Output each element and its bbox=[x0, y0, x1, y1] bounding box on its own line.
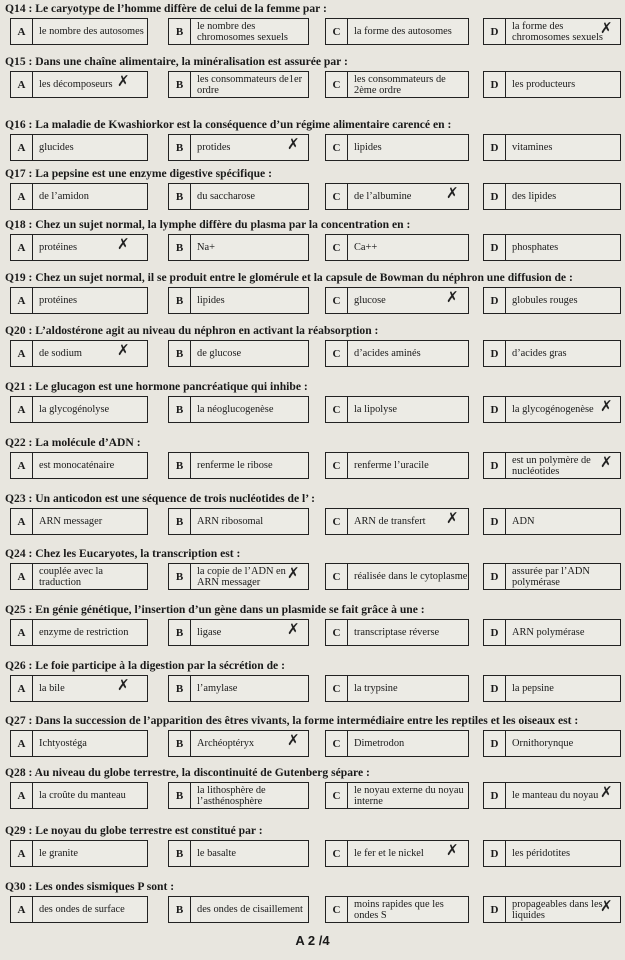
option-text: les consommateurs de1er ordre bbox=[197, 73, 303, 96]
option-text: la néoglucogenèse bbox=[197, 404, 274, 415]
option-text: glucides bbox=[39, 142, 74, 153]
cross-mark-icon: ✗ bbox=[117, 341, 130, 359]
option-b[interactable] bbox=[168, 675, 309, 702]
option-text: transcriptase réverse bbox=[354, 627, 440, 638]
cross-mark-icon: ✗ bbox=[446, 509, 459, 527]
option-text: protéines bbox=[39, 242, 78, 253]
option-letter: D bbox=[484, 676, 506, 701]
option-letter: C bbox=[326, 731, 348, 756]
cross-mark-icon: ✗ bbox=[600, 453, 613, 471]
option-letter: D bbox=[484, 509, 506, 534]
cross-mark-icon: ✗ bbox=[446, 841, 459, 859]
cross-mark-icon: ✗ bbox=[287, 731, 300, 749]
question-title: Q15 : Dans une chaîne alimentaire, la minéralisation est assurée par : bbox=[5, 55, 348, 68]
option-d[interactable] bbox=[483, 896, 621, 923]
question bbox=[5, 603, 620, 659]
option-b[interactable] bbox=[168, 452, 309, 479]
option-letter: C bbox=[326, 509, 348, 534]
cross-mark-icon: ✗ bbox=[600, 897, 613, 915]
option-letter: D bbox=[484, 897, 506, 922]
question-title: Q26 : Le foie participe à la digestion par la sécrétion de : bbox=[5, 659, 285, 672]
option-text: vitamines bbox=[512, 142, 553, 153]
question bbox=[5, 880, 620, 936]
option-text: globules rouges bbox=[512, 295, 578, 306]
option-d[interactable] bbox=[483, 18, 621, 45]
option-text: la lithosphère de l’asthénosphère bbox=[197, 784, 266, 807]
option-b[interactable] bbox=[168, 730, 309, 757]
option-c[interactable] bbox=[325, 563, 469, 590]
option-text: Ca++ bbox=[354, 242, 378, 253]
question bbox=[5, 714, 620, 770]
option-text: ARN messager bbox=[39, 516, 103, 527]
option-text: des ondes de cisaillement bbox=[197, 904, 303, 915]
option-c[interactable] bbox=[325, 234, 469, 261]
option-c[interactable] bbox=[325, 340, 469, 367]
option-letter: D bbox=[484, 235, 506, 260]
option-text: est monocaténaire bbox=[39, 460, 115, 471]
option-letter: B bbox=[169, 841, 191, 866]
option-text: le fer et le nickel bbox=[354, 848, 424, 859]
option-text: des ondes de surface bbox=[39, 904, 125, 915]
option-text: la bile bbox=[39, 683, 65, 694]
option-c[interactable] bbox=[325, 840, 469, 867]
question bbox=[5, 766, 620, 822]
question bbox=[5, 2, 620, 58]
option-text: d’acides gras bbox=[512, 348, 567, 359]
option-a[interactable] bbox=[10, 840, 148, 867]
option-letter: D bbox=[484, 783, 506, 808]
option-text: ADN bbox=[512, 516, 535, 527]
question bbox=[5, 118, 620, 174]
option-letter: A bbox=[11, 731, 33, 756]
option-letter: B bbox=[169, 184, 191, 209]
cross-mark-icon: ✗ bbox=[287, 135, 300, 153]
option-text: la copie de l’ADN en ARN messager bbox=[197, 565, 286, 588]
option-letter: A bbox=[11, 341, 33, 366]
option-text: le basalte bbox=[197, 848, 236, 859]
option-letter: C bbox=[326, 288, 348, 313]
option-text: moins rapides que les ondes S bbox=[354, 898, 444, 921]
option-letter: A bbox=[11, 620, 33, 645]
option-letter: B bbox=[169, 897, 191, 922]
option-a[interactable] bbox=[10, 675, 148, 702]
option-text: Archéoptéryx bbox=[197, 738, 255, 749]
option-text: d’acides aminés bbox=[354, 348, 421, 359]
option-b[interactable] bbox=[168, 234, 309, 261]
option-b[interactable] bbox=[168, 71, 309, 98]
option-text: la lipolyse bbox=[354, 404, 397, 415]
option-letter: B bbox=[169, 620, 191, 645]
option-text: Dimetrodon bbox=[354, 738, 405, 749]
option-text: ARN polymérase bbox=[512, 627, 585, 638]
option-a[interactable] bbox=[10, 134, 148, 161]
option-text: la glycogénolyse bbox=[39, 404, 110, 415]
option-a[interactable] bbox=[10, 340, 148, 367]
cross-mark-icon: ✗ bbox=[287, 620, 300, 638]
option-letter: B bbox=[169, 564, 191, 589]
option-letter: B bbox=[169, 235, 191, 260]
option-d[interactable] bbox=[483, 183, 621, 210]
option-c[interactable] bbox=[325, 675, 469, 702]
question bbox=[5, 218, 620, 274]
option-text: propageables dans les liquides bbox=[512, 898, 603, 921]
option-text: les producteurs bbox=[512, 79, 576, 90]
option-a[interactable] bbox=[10, 234, 148, 261]
option-a[interactable] bbox=[10, 563, 148, 590]
cross-mark-icon: ✗ bbox=[600, 783, 613, 801]
option-d[interactable] bbox=[483, 675, 621, 702]
option-text: la pepsine bbox=[512, 683, 554, 694]
question-title: Q24 : Chez les Eucaryotes, la transcription est : bbox=[5, 547, 241, 560]
option-text: la trypsine bbox=[354, 683, 398, 694]
option-text: de glucose bbox=[197, 348, 242, 359]
option-text: de l’albumine bbox=[354, 191, 412, 202]
option-letter: B bbox=[169, 397, 191, 422]
option-d[interactable] bbox=[483, 563, 621, 590]
option-letter: C bbox=[326, 676, 348, 701]
option-c[interactable] bbox=[325, 134, 469, 161]
option-text: couplée avec la traduction bbox=[39, 565, 104, 588]
option-letter: B bbox=[169, 341, 191, 366]
option-b[interactable] bbox=[168, 396, 309, 423]
option-letter: A bbox=[11, 397, 33, 422]
option-b[interactable] bbox=[168, 840, 309, 867]
option-text: renferme l’uracile bbox=[354, 460, 429, 471]
option-b[interactable] bbox=[168, 563, 309, 590]
question bbox=[5, 824, 620, 880]
option-c[interactable] bbox=[325, 452, 469, 479]
option-letter: B bbox=[169, 731, 191, 756]
option-letter: C bbox=[326, 897, 348, 922]
option-text: phosphates bbox=[512, 242, 559, 253]
option-a[interactable] bbox=[10, 452, 148, 479]
option-letter: D bbox=[484, 620, 506, 645]
option-text: de l’amidon bbox=[39, 191, 89, 202]
option-letter: C bbox=[326, 783, 348, 808]
option-text: protéines bbox=[39, 295, 78, 306]
option-a[interactable] bbox=[10, 508, 148, 535]
option-a[interactable] bbox=[10, 396, 148, 423]
option-b[interactable] bbox=[168, 183, 309, 210]
option-c[interactable] bbox=[325, 730, 469, 757]
option-letter: B bbox=[169, 783, 191, 808]
page-number: A 2 /4 bbox=[295, 933, 330, 948]
option-a[interactable] bbox=[10, 183, 148, 210]
option-letter: D bbox=[484, 19, 506, 44]
option-d[interactable] bbox=[483, 71, 621, 98]
option-text: renferme le ribose bbox=[197, 460, 273, 471]
option-letter: B bbox=[169, 288, 191, 313]
option-letter: B bbox=[169, 19, 191, 44]
option-letter: C bbox=[326, 19, 348, 44]
question bbox=[5, 547, 620, 603]
option-b[interactable] bbox=[168, 619, 309, 646]
option-c[interactable] bbox=[325, 183, 469, 210]
option-d[interactable] bbox=[483, 134, 621, 161]
option-letter: B bbox=[169, 453, 191, 478]
option-letter: A bbox=[11, 135, 33, 160]
cross-mark-icon: ✗ bbox=[600, 397, 613, 415]
option-a[interactable] bbox=[10, 18, 148, 45]
question-title: Q16 : La maladie de Kwashiorkor est la conséquence d’un régime alimentaire carencé en : bbox=[5, 118, 452, 131]
option-letter: A bbox=[11, 184, 33, 209]
option-text: Ichtyostéga bbox=[39, 738, 87, 749]
option-d[interactable] bbox=[483, 234, 621, 261]
option-text: les décomposeurs bbox=[39, 79, 113, 90]
question-title: Q23 : Un anticodon est une séquence de trois nucléotides de l’ : bbox=[5, 492, 316, 505]
option-c[interactable] bbox=[325, 71, 469, 98]
cross-mark-icon: ✗ bbox=[117, 72, 130, 90]
question bbox=[5, 271, 620, 327]
option-text: des lipides bbox=[512, 191, 557, 202]
option-letter: C bbox=[326, 135, 348, 160]
option-c[interactable] bbox=[325, 287, 469, 314]
question-title: Q22 : La molécule d’ADN : bbox=[5, 436, 141, 449]
option-d[interactable] bbox=[483, 452, 621, 479]
cross-mark-icon: ✗ bbox=[446, 288, 459, 306]
option-b[interactable] bbox=[168, 287, 309, 314]
question-title: Q19 : Chez un sujet normal, il se produit entre le glomérule et la capsule de Bowman du néphron une diffusion de : bbox=[5, 271, 573, 284]
option-letter: A bbox=[11, 564, 33, 589]
cross-mark-icon: ✗ bbox=[117, 235, 130, 253]
option-letter: C bbox=[326, 397, 348, 422]
question bbox=[5, 167, 620, 223]
option-letter: C bbox=[326, 341, 348, 366]
option-text: les péridotites bbox=[512, 848, 571, 859]
option-letter: C bbox=[326, 620, 348, 645]
option-text: lipides bbox=[354, 142, 382, 153]
option-letter: C bbox=[326, 72, 348, 97]
option-a[interactable] bbox=[10, 896, 148, 923]
option-b[interactable] bbox=[168, 18, 309, 45]
option-letter: B bbox=[169, 676, 191, 701]
option-text: le nombre des chromosomes sexuels bbox=[197, 20, 288, 43]
option-c[interactable] bbox=[325, 18, 469, 45]
option-letter: A bbox=[11, 235, 33, 260]
cross-mark-icon: ✗ bbox=[600, 19, 613, 37]
option-text: le noyau externe du noyau interne bbox=[354, 784, 464, 807]
question-title: Q27 : Dans la succession de l’apparition des êtres vivants, la forme intermédiaire entre les reptiles et les oiseaux est : bbox=[5, 714, 579, 727]
option-text: réalisée dans le cytoplasme bbox=[354, 571, 468, 582]
option-d[interactable] bbox=[483, 619, 621, 646]
option-letter: D bbox=[484, 72, 506, 97]
option-letter: D bbox=[484, 841, 506, 866]
option-letter: B bbox=[169, 72, 191, 97]
option-text: protides bbox=[197, 142, 231, 153]
option-text: Na+ bbox=[197, 242, 215, 253]
option-letter: A bbox=[11, 453, 33, 478]
option-text: le nombre des autosomes bbox=[39, 26, 144, 37]
option-letter: A bbox=[11, 72, 33, 97]
option-letter: D bbox=[484, 341, 506, 366]
option-letter: A bbox=[11, 676, 33, 701]
option-d[interactable] bbox=[483, 287, 621, 314]
option-a[interactable] bbox=[10, 782, 148, 809]
option-c[interactable] bbox=[325, 896, 469, 923]
option-d[interactable] bbox=[483, 508, 621, 535]
option-text: de sodium bbox=[39, 348, 83, 359]
option-b[interactable] bbox=[168, 896, 309, 923]
option-c[interactable] bbox=[325, 782, 469, 809]
question-title: Q17 : La pepsine est une enzyme digestive spécifique : bbox=[5, 167, 272, 180]
option-text: les consommateurs de 2ème ordre bbox=[354, 73, 446, 96]
option-b[interactable] bbox=[168, 508, 309, 535]
option-letter: B bbox=[169, 509, 191, 534]
option-text: ARN de transfert bbox=[354, 516, 426, 527]
option-letter: C bbox=[326, 184, 348, 209]
question-title: Q21 : Le glucagon est une hormone pancréatique qui inhibe : bbox=[5, 380, 308, 393]
option-d[interactable] bbox=[483, 340, 621, 367]
question bbox=[5, 659, 620, 715]
option-letter: C bbox=[326, 235, 348, 260]
option-c[interactable] bbox=[325, 396, 469, 423]
option-text: enzyme de restriction bbox=[39, 627, 129, 638]
question-title: Q14 : Le caryotype de l’homme diffère de celui de la femme par : bbox=[5, 2, 327, 15]
cross-mark-icon: ✗ bbox=[117, 676, 130, 694]
question bbox=[5, 324, 620, 380]
cross-mark-icon: ✗ bbox=[446, 184, 459, 202]
question-title: Q20 : L’aldostérone agit au niveau du néphron en activant la réabsorption : bbox=[5, 324, 379, 337]
option-letter: A bbox=[11, 288, 33, 313]
option-letter: A bbox=[11, 509, 33, 534]
option-a[interactable] bbox=[10, 287, 148, 314]
option-text: la croûte du manteau bbox=[39, 790, 126, 801]
option-letter: D bbox=[484, 184, 506, 209]
option-letter: C bbox=[326, 453, 348, 478]
option-text: la forme des autosomes bbox=[354, 26, 452, 37]
option-text: le granite bbox=[39, 848, 78, 859]
option-a[interactable] bbox=[10, 619, 148, 646]
option-letter: D bbox=[484, 453, 506, 478]
option-text: Ornithorynque bbox=[512, 738, 574, 749]
option-text: est un polymère de nucléotides bbox=[512, 454, 591, 477]
option-text: la forme des chromosomes sexuels bbox=[512, 20, 603, 43]
option-c[interactable] bbox=[325, 619, 469, 646]
option-a[interactable] bbox=[10, 71, 148, 98]
question-title: Q25 : En génie génétique, l’insertion d’un gène dans un plasmide se fait grâce à une : bbox=[5, 603, 425, 616]
question bbox=[5, 55, 620, 111]
option-d[interactable] bbox=[483, 782, 621, 809]
option-letter: A bbox=[11, 841, 33, 866]
cross-mark-icon: ✗ bbox=[287, 564, 300, 582]
option-letter: C bbox=[326, 841, 348, 866]
question-title: Q30 : Les ondes sismiques P sont : bbox=[5, 880, 175, 893]
option-c[interactable] bbox=[325, 508, 469, 535]
option-text: assurée par l’ADN polymérase bbox=[512, 565, 590, 588]
option-d[interactable] bbox=[483, 730, 621, 757]
option-d[interactable] bbox=[483, 840, 621, 867]
option-d[interactable] bbox=[483, 396, 621, 423]
option-b[interactable] bbox=[168, 782, 309, 809]
option-letter: D bbox=[484, 731, 506, 756]
option-letter: C bbox=[326, 564, 348, 589]
option-letter: D bbox=[484, 564, 506, 589]
option-text: glucose bbox=[354, 295, 386, 306]
question-title: Q29 : Le noyau du globe terrestre est constitué par : bbox=[5, 824, 263, 837]
option-letter: D bbox=[484, 288, 506, 313]
option-a[interactable] bbox=[10, 730, 148, 757]
question-title: Q28 : Au niveau du globe terrestre, la discontinuité de Gutenberg sépare : bbox=[5, 766, 370, 779]
option-text: du saccharose bbox=[197, 191, 255, 202]
option-letter: B bbox=[169, 135, 191, 160]
option-text: lipides bbox=[197, 295, 225, 306]
option-letter: D bbox=[484, 135, 506, 160]
option-text: ligase bbox=[197, 627, 222, 638]
option-text: ARN ribosomal bbox=[197, 516, 264, 527]
option-text: l’amylase bbox=[197, 683, 238, 694]
question bbox=[5, 436, 620, 492]
option-letter: A bbox=[11, 897, 33, 922]
option-letter: D bbox=[484, 397, 506, 422]
question-title: Q18 : Chez un sujet normal, la lymphe diffère du plasma par la concentration en : bbox=[5, 218, 411, 231]
option-letter: A bbox=[11, 783, 33, 808]
option-text: la glycogénogenèse bbox=[512, 404, 594, 415]
option-letter: A bbox=[11, 19, 33, 44]
option-text: le manteau du noyau bbox=[512, 790, 599, 801]
question bbox=[5, 380, 620, 436]
option-b[interactable] bbox=[168, 340, 309, 367]
option-b[interactable] bbox=[168, 134, 309, 161]
question bbox=[5, 492, 620, 548]
